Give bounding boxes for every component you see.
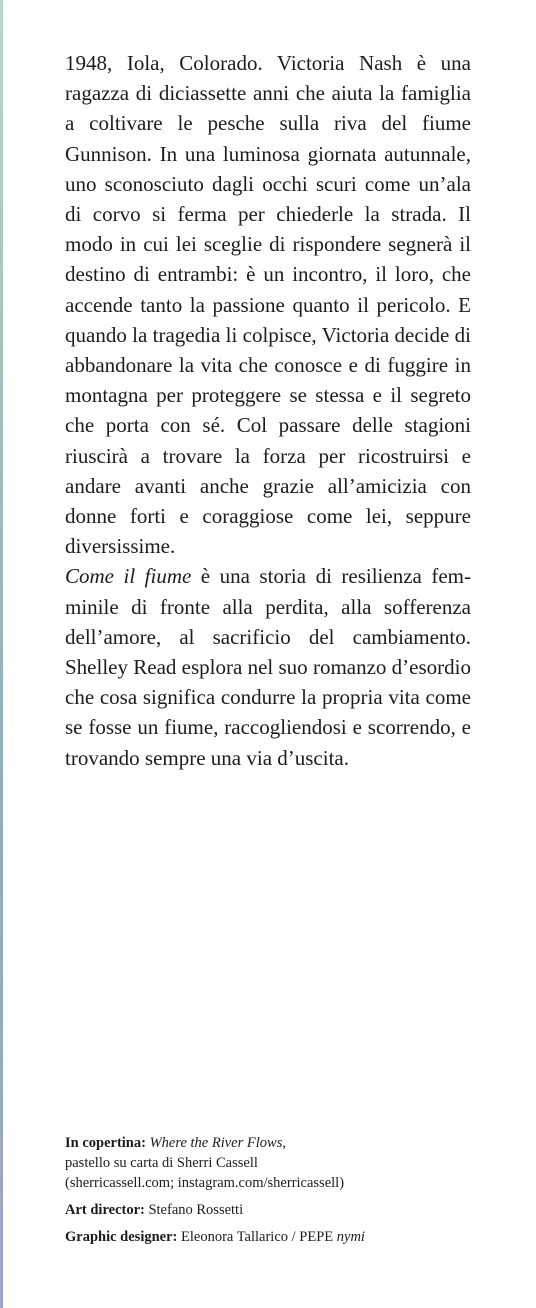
spine-edge-strip — [0, 0, 3, 1308]
art-director-label: Art director: — [65, 1202, 145, 1218]
graphic-designer-label: Graphic designer: — [65, 1229, 178, 1245]
blurb-paragraph-synopsis: 1948, Iola, Colorado. Victoria Nash è una ragazza di diciassette anni che aiuta la famiglia a coltivare le pesche sulla riva del fiume Gunnison. In una luminosa giornata autunnale, uno sconosciuto dagli occhi scuri come un’ala di corvo si ferma per chiederle la strada. Il modo in cui lei sceglie di rispondere segnerà il destino di entrambi: è un incontro, il loro, che accende tanto la passione quanto il pericolo. E quando la tragedia li colpisce, Victoria decide di abbandonare la vita che conosce e di fuggire in montagna per proteggere se stessa e il segreto che porta con sé. Col passare delle stagioni riuscirà a trovare la forza per ricostruirsi e andare avanti anche grazie all’amicizia con donne forti e coraggiose come lei, seppure diversissime. — [65, 51, 471, 559]
blurb-paragraph-description — [65, 561, 471, 772]
cover-artist-links: (sherricassell.com; instagram.com/sherricassell) — [65, 1175, 345, 1191]
book-blurb — [65, 48, 471, 773]
cover-artwork-title: Where the River Flows — [149, 1135, 283, 1151]
cover-credit-label: In copertina: — [65, 1135, 146, 1151]
cover-artwork-medium: pastello su carta di Sherri Cassell — [65, 1155, 258, 1171]
blurb-description-text: è una storia di resilienza femminile di fronte alla perdita, alla sofferenza dell’amore, al sacrificio del cambiamento. Shelley Read esplora nel suo romanzo d’esordio che cosa significa condurre la propria vita come se fosse un fiume, raccogliendosi e scorrendo, e trovando sempre una via d’uscita. — [65, 564, 471, 770]
graphic-designer-name: Eleonora Tallarico / PEPE — [181, 1229, 334, 1245]
credits-block — [65, 1133, 485, 1254]
book-title-italic: Come il fiume — [65, 564, 192, 589]
cover-credit — [65, 1133, 485, 1193]
art-director-credit — [65, 1200, 485, 1220]
art-director-name: Stefano Rossetti — [148, 1202, 244, 1218]
cover-credit-comma: , — [282, 1135, 286, 1151]
graphic-designer-credit — [65, 1227, 485, 1247]
cover-credit-line — [65, 1133, 485, 1153]
graphic-designer-studio: nymi — [336, 1229, 365, 1245]
